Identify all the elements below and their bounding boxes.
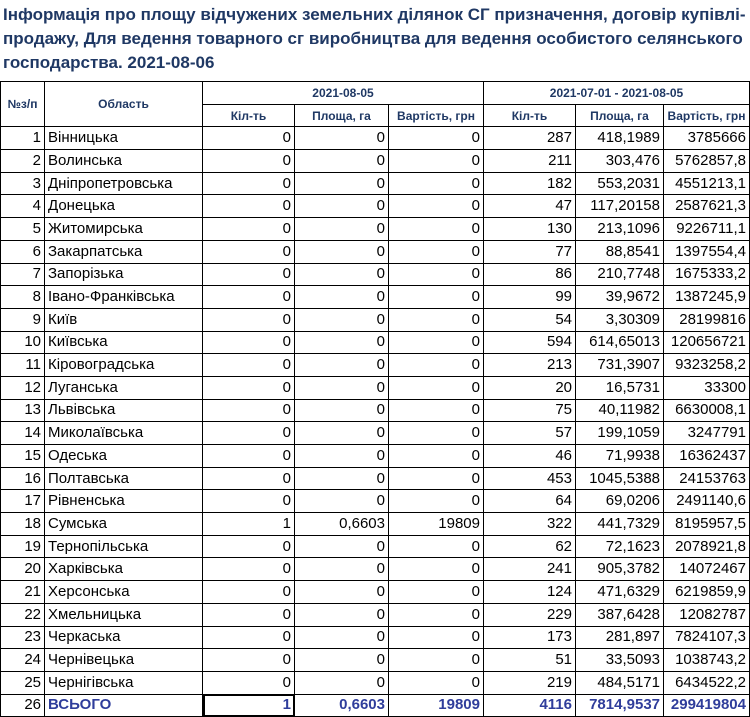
cell-area-range[interactable]: 69,0206 — [576, 490, 664, 513]
cell-index[interactable]: 2 — [1, 150, 45, 173]
cell-index[interactable]: 9 — [1, 308, 45, 331]
cell-area-range[interactable]: 39,9672 — [576, 286, 664, 309]
cell-count-day[interactable]: 0 — [203, 172, 295, 195]
cell-value-range[interactable]: 2587621,3 — [664, 195, 750, 218]
table-row — [1, 603, 750, 626]
cell-count-range[interactable]: 75 — [484, 399, 576, 422]
cell-count-day[interactable]: 1 — [203, 513, 295, 536]
cell-area-day[interactable]: 0 — [295, 331, 389, 354]
cell-count-range[interactable]: 182 — [484, 172, 576, 195]
cell-area-day[interactable]: 0 — [295, 399, 389, 422]
total-cell-value-range[interactable]: 299419804 — [664, 694, 750, 717]
cell-value-day[interactable]: 0 — [389, 240, 484, 263]
cell-region[interactable]: Тернопільська — [45, 535, 203, 558]
cell-count-day[interactable]: 0 — [203, 240, 295, 263]
cell-count-range[interactable]: 86 — [484, 263, 576, 286]
cell-region[interactable]: Київ — [45, 308, 203, 331]
cell-area-day[interactable]: 0 — [295, 172, 389, 195]
cell-region[interactable]: Хмельницька — [45, 603, 203, 626]
cell-count-day[interactable]: 0 — [203, 354, 295, 377]
cell-region[interactable]: Київська — [45, 331, 203, 354]
cell-value-day[interactable]: 0 — [389, 535, 484, 558]
cell-value-day[interactable]: 0 — [389, 172, 484, 195]
cell-index[interactable]: 5 — [1, 218, 45, 241]
cell-area-day[interactable]: 0 — [295, 558, 389, 581]
cell-area-range[interactable]: 117,20158 — [576, 195, 664, 218]
cell-region[interactable]: Харківська — [45, 558, 203, 581]
cell-index[interactable]: 23 — [1, 626, 45, 649]
cell-value-range[interactable]: 9226711,1 — [664, 218, 750, 241]
header-period-range[interactable]: 2021-07-01 - 2021-08-05 — [484, 82, 750, 105]
cell-region[interactable]: Львівська — [45, 399, 203, 422]
cell-region[interactable]: Херсонська — [45, 581, 203, 604]
cell-area-day[interactable]: 0 — [295, 263, 389, 286]
table-body — [1, 127, 750, 717]
total-cell-count-day[interactable]: 1 — [203, 694, 295, 717]
cell-value-range[interactable]: 6630008,1 — [664, 399, 750, 422]
cell-count-day[interactable]: 0 — [203, 603, 295, 626]
cell-value-range[interactable]: 6434522,2 — [664, 671, 750, 694]
cell-region[interactable]: Рівненська — [45, 490, 203, 513]
cell-count-day[interactable]: 0 — [203, 649, 295, 672]
cell-value-day[interactable]: 19809 — [389, 513, 484, 536]
cell-count-range[interactable]: 453 — [484, 467, 576, 490]
table-row — [1, 558, 750, 581]
cell-count-range[interactable]: 241 — [484, 558, 576, 581]
cell-count-range[interactable]: 20 — [484, 376, 576, 399]
cell-value-day[interactable]: 0 — [389, 218, 484, 241]
cell-value-day[interactable]: 0 — [389, 127, 484, 150]
total-cell-area-day[interactable]: 0,6603 — [295, 694, 389, 717]
cell-region[interactable]: Одеська — [45, 445, 203, 468]
cell-value-day[interactable]: 0 — [389, 603, 484, 626]
cell-index[interactable]: 7 — [1, 263, 45, 286]
cell-value-day[interactable]: 0 — [389, 399, 484, 422]
header-value-day[interactable]: Вартість, грн — [389, 104, 484, 127]
cell-region[interactable]: Житомирська — [45, 218, 203, 241]
cell-index[interactable]: 13 — [1, 399, 45, 422]
cell-value-day[interactable]: 0 — [389, 263, 484, 286]
cell-index[interactable]: 20 — [1, 558, 45, 581]
cell-area-range[interactable]: 471,6329 — [576, 581, 664, 604]
cell-value-range[interactable]: 16362437 — [664, 445, 750, 468]
cell-area-range[interactable]: 281,897 — [576, 626, 664, 649]
cell-value-day[interactable]: 0 — [389, 671, 484, 694]
table-row — [1, 671, 750, 694]
cell-count-range[interactable]: 173 — [484, 626, 576, 649]
total-cell-count-range[interactable]: 4116 — [484, 694, 576, 717]
cell-value-range[interactable]: 5762857,8 — [664, 150, 750, 173]
cell-area-day[interactable]: 0 — [295, 218, 389, 241]
cell-index[interactable]: 25 — [1, 671, 45, 694]
cell-index[interactable]: 3 — [1, 172, 45, 195]
cell-area-day[interactable]: 0 — [295, 649, 389, 672]
total-cell-area-range[interactable]: 7814,9537 — [576, 694, 664, 717]
cell-count-range[interactable]: 213 — [484, 354, 576, 377]
cell-index[interactable]: 21 — [1, 581, 45, 604]
cell-value-range[interactable]: 8195957,5 — [664, 513, 750, 536]
table-row — [1, 399, 750, 422]
table-row — [1, 127, 750, 150]
header-count-day[interactable]: Кіл-ть — [203, 104, 295, 127]
table-row — [1, 581, 750, 604]
cell-count-day[interactable]: 0 — [203, 399, 295, 422]
cell-area-day[interactable]: 0 — [295, 150, 389, 173]
header-value-range[interactable]: Вартість, грн — [664, 104, 750, 127]
total-cell-region[interactable]: ВСЬОГО — [45, 694, 203, 717]
cell-region[interactable]: Донецька — [45, 195, 203, 218]
cell-count-day[interactable]: 0 — [203, 581, 295, 604]
cell-value-day[interactable]: 0 — [389, 490, 484, 513]
table-total-row — [1, 694, 750, 717]
table-row — [1, 649, 750, 672]
cell-count-range[interactable]: 130 — [484, 218, 576, 241]
cell-value-day[interactable]: 0 — [389, 649, 484, 672]
cell-count-day[interactable]: 0 — [203, 150, 295, 173]
cell-count-range[interactable]: 57 — [484, 422, 576, 445]
cell-area-range[interactable]: 199,1059 — [576, 422, 664, 445]
cell-count-range[interactable]: 47 — [484, 195, 576, 218]
cell-count-range[interactable]: 51 — [484, 649, 576, 672]
table-row — [1, 490, 750, 513]
cell-area-range[interactable]: 418,1989 — [576, 127, 664, 150]
cell-index[interactable]: 10 — [1, 331, 45, 354]
cell-area-range[interactable]: 88,8541 — [576, 240, 664, 263]
cell-count-range[interactable]: 211 — [484, 150, 576, 173]
cell-index[interactable]: 11 — [1, 354, 45, 377]
table-row — [1, 263, 750, 286]
cell-area-day[interactable]: 0 — [295, 467, 389, 490]
cell-area-range[interactable]: 553,2031 — [576, 172, 664, 195]
cell-count-day[interactable]: 0 — [203, 263, 295, 286]
total-cell-value-day[interactable]: 19809 — [389, 694, 484, 717]
cell-value-range[interactable]: 14072467 — [664, 558, 750, 581]
cell-value-day[interactable]: 0 — [389, 558, 484, 581]
table-row — [1, 626, 750, 649]
cell-count-range[interactable]: 594 — [484, 331, 576, 354]
cell-area-day[interactable]: 0 — [295, 445, 389, 468]
cell-count-day[interactable]: 0 — [203, 308, 295, 331]
cell-count-day[interactable]: 0 — [203, 490, 295, 513]
cell-count-range[interactable]: 62 — [484, 535, 576, 558]
cell-area-range[interactable]: 905,3782 — [576, 558, 664, 581]
cell-value-range[interactable]: 1675333,2 — [664, 263, 750, 286]
cell-count-range[interactable]: 64 — [484, 490, 576, 513]
cell-count-range[interactable]: 219 — [484, 671, 576, 694]
cell-index[interactable]: 19 — [1, 535, 45, 558]
cell-region[interactable]: Запорізька — [45, 263, 203, 286]
cell-area-range[interactable]: 731,3907 — [576, 354, 664, 377]
cell-area-day[interactable]: 0 — [295, 535, 389, 558]
cell-value-range[interactable]: 120656721 — [664, 331, 750, 354]
cell-area-day[interactable]: 0 — [295, 603, 389, 626]
table-row — [1, 308, 750, 331]
cell-value-day[interactable]: 0 — [389, 286, 484, 309]
cell-index[interactable]: 16 — [1, 467, 45, 490]
table-row — [1, 513, 750, 536]
cell-value-range[interactable]: 12082787 — [664, 603, 750, 626]
cell-index[interactable]: 4 — [1, 195, 45, 218]
cell-value-range[interactable]: 24153763 — [664, 467, 750, 490]
cell-count-range[interactable]: 229 — [484, 603, 576, 626]
table-row — [1, 467, 750, 490]
cell-region[interactable]: Дніпропетровська — [45, 172, 203, 195]
cell-area-day[interactable]: 0 — [295, 376, 389, 399]
cell-count-day[interactable]: 0 — [203, 127, 295, 150]
cell-count-day[interactable]: 0 — [203, 467, 295, 490]
table-row — [1, 535, 750, 558]
cell-value-day[interactable]: 0 — [389, 354, 484, 377]
cell-region[interactable]: Кіровоградська — [45, 354, 203, 377]
table-row — [1, 286, 750, 309]
header-period-day[interactable]: 2021-08-05 — [203, 82, 484, 105]
total-cell-index[interactable]: 26 — [1, 694, 45, 717]
cell-count-day[interactable]: 0 — [203, 376, 295, 399]
cell-area-day[interactable]: 0 — [295, 671, 389, 694]
cell-area-day[interactable]: 0 — [295, 354, 389, 377]
cell-index[interactable]: 22 — [1, 603, 45, 626]
cell-area-day[interactable]: 0 — [295, 240, 389, 263]
cell-area-day[interactable]: 0 — [295, 195, 389, 218]
cell-count-day[interactable]: 0 — [203, 286, 295, 309]
cell-area-range[interactable]: 441,7329 — [576, 513, 664, 536]
cell-count-range[interactable]: 99 — [484, 286, 576, 309]
table-row — [1, 218, 750, 241]
cell-region[interactable]: Івано-Франківська — [45, 286, 203, 309]
cell-count-day[interactable]: 0 — [203, 626, 295, 649]
cell-value-day[interactable]: 0 — [389, 195, 484, 218]
cell-area-day[interactable]: 0 — [295, 286, 389, 309]
header-count-range[interactable]: Кіл-ть — [484, 104, 576, 127]
cell-count-range[interactable]: 46 — [484, 445, 576, 468]
table-row — [1, 331, 750, 354]
cell-region[interactable]: Сумська — [45, 513, 203, 536]
cell-index[interactable]: 15 — [1, 445, 45, 468]
cell-index[interactable]: 18 — [1, 513, 45, 536]
cell-value-range[interactable]: 33300 — [664, 376, 750, 399]
cell-value-day[interactable]: 0 — [389, 422, 484, 445]
cell-index[interactable]: 17 — [1, 490, 45, 513]
cell-area-day[interactable]: 0 — [295, 422, 389, 445]
cell-count-range[interactable]: 287 — [484, 127, 576, 150]
cell-value-range[interactable]: 28199816 — [664, 308, 750, 331]
cell-value-range[interactable]: 3247791 — [664, 422, 750, 445]
cell-count-range[interactable]: 124 — [484, 581, 576, 604]
land-sales-table — [0, 81, 750, 717]
cell-value-range[interactable]: 7824107,3 — [664, 626, 750, 649]
table-row — [1, 422, 750, 445]
cell-value-range[interactable]: 3785666 — [664, 127, 750, 150]
cell-area-day[interactable]: 0 — [295, 308, 389, 331]
cell-area-day[interactable]: 0 — [295, 581, 389, 604]
cell-value-range[interactable]: 1387245,9 — [664, 286, 750, 309]
cell-area-range[interactable]: 72,1623 — [576, 535, 664, 558]
cell-count-day[interactable]: 0 — [203, 218, 295, 241]
table-row — [1, 195, 750, 218]
cell-area-range[interactable]: 33,5093 — [576, 649, 664, 672]
cell-region[interactable]: Черкаська — [45, 626, 203, 649]
cell-value-range[interactable]: 1038743,2 — [664, 649, 750, 672]
cell-area-range[interactable]: 210,7748 — [576, 263, 664, 286]
table-header — [1, 82, 750, 127]
cell-index[interactable]: 1 — [1, 127, 45, 150]
cell-area-day[interactable]: 0 — [295, 490, 389, 513]
cell-region[interactable]: Закарпатська — [45, 240, 203, 263]
report-title: Інформація про площу відчужених земельних ділянок СГ призначення, договір купівлі-продажу, Для ведення товарного сг виробництва для ведення особистого селянського господарства. 2021-08-06 — [3, 5, 746, 72]
cell-count-day[interactable]: 0 — [203, 535, 295, 558]
cell-value-range[interactable]: 6219859,9 — [664, 581, 750, 604]
cell-value-day[interactable]: 0 — [389, 467, 484, 490]
cell-value-day[interactable]: 0 — [389, 308, 484, 331]
cell-area-range[interactable]: 71,9938 — [576, 445, 664, 468]
cell-area-range[interactable]: 40,11982 — [576, 399, 664, 422]
table-row — [1, 354, 750, 377]
cell-count-day[interactable]: 0 — [203, 671, 295, 694]
cell-count-day[interactable]: 0 — [203, 558, 295, 581]
cell-region[interactable]: Чернігівська — [45, 671, 203, 694]
cell-value-range[interactable]: 2078921,8 — [664, 535, 750, 558]
cell-region[interactable]: Миколаївська — [45, 422, 203, 445]
cell-count-day[interactable]: 0 — [203, 445, 295, 468]
cell-value-day[interactable]: 0 — [389, 331, 484, 354]
cell-region[interactable]: Волинська — [45, 150, 203, 173]
cell-index[interactable]: 8 — [1, 286, 45, 309]
cell-value-range[interactable]: 4551213,1 — [664, 172, 750, 195]
header-index[interactable]: №з/п — [1, 82, 45, 127]
table-row — [1, 172, 750, 195]
table-row — [1, 445, 750, 468]
table-row — [1, 376, 750, 399]
cell-area-day[interactable]: 0 — [295, 626, 389, 649]
cell-value-day[interactable]: 0 — [389, 376, 484, 399]
cell-area-range[interactable]: 484,5171 — [576, 671, 664, 694]
cell-area-range[interactable]: 303,476 — [576, 150, 664, 173]
cell-region[interactable]: Полтавська — [45, 467, 203, 490]
cell-value-day[interactable]: 0 — [389, 626, 484, 649]
header-region[interactable]: Область — [45, 82, 203, 127]
cell-area-range[interactable]: 3,30309 — [576, 308, 664, 331]
cell-area-range[interactable]: 16,5731 — [576, 376, 664, 399]
cell-value-range[interactable]: 9323258,2 — [664, 354, 750, 377]
cell-count-range[interactable]: 54 — [484, 308, 576, 331]
cell-area-range[interactable]: 1045,5388 — [576, 467, 664, 490]
cell-area-range[interactable]: 387,6428 — [576, 603, 664, 626]
header-area-range[interactable]: Площа, га — [576, 104, 664, 127]
cell-region[interactable]: Чернівецька — [45, 649, 203, 672]
cell-index[interactable]: 24 — [1, 649, 45, 672]
table-row — [1, 240, 750, 263]
cell-value-range[interactable]: 1397554,4 — [664, 240, 750, 263]
header-area-day[interactable]: Площа, га — [295, 104, 389, 127]
cell-region[interactable]: Вінницька — [45, 127, 203, 150]
cell-count-range[interactable]: 77 — [484, 240, 576, 263]
cell-count-day[interactable]: 0 — [203, 195, 295, 218]
cell-region[interactable]: Луганська — [45, 376, 203, 399]
cell-value-day[interactable]: 0 — [389, 445, 484, 468]
cell-count-range[interactable]: 322 — [484, 513, 576, 536]
cell-index[interactable]: 14 — [1, 422, 45, 445]
cell-value-day[interactable]: 0 — [389, 150, 484, 173]
cell-value-range[interactable]: 2491140,6 — [664, 490, 750, 513]
cell-count-day[interactable]: 0 — [203, 331, 295, 354]
cell-area-range[interactable]: 614,65013 — [576, 331, 664, 354]
cell-index[interactable]: 6 — [1, 240, 45, 263]
cell-area-range[interactable]: 213,1096 — [576, 218, 664, 241]
cell-area-day[interactable]: 0 — [295, 127, 389, 150]
cell-index[interactable]: 12 — [1, 376, 45, 399]
cell-count-day[interactable]: 0 — [203, 422, 295, 445]
cell-area-day[interactable]: 0,6603 — [295, 513, 389, 536]
table-row — [1, 150, 750, 173]
cell-value-day[interactable]: 0 — [389, 581, 484, 604]
